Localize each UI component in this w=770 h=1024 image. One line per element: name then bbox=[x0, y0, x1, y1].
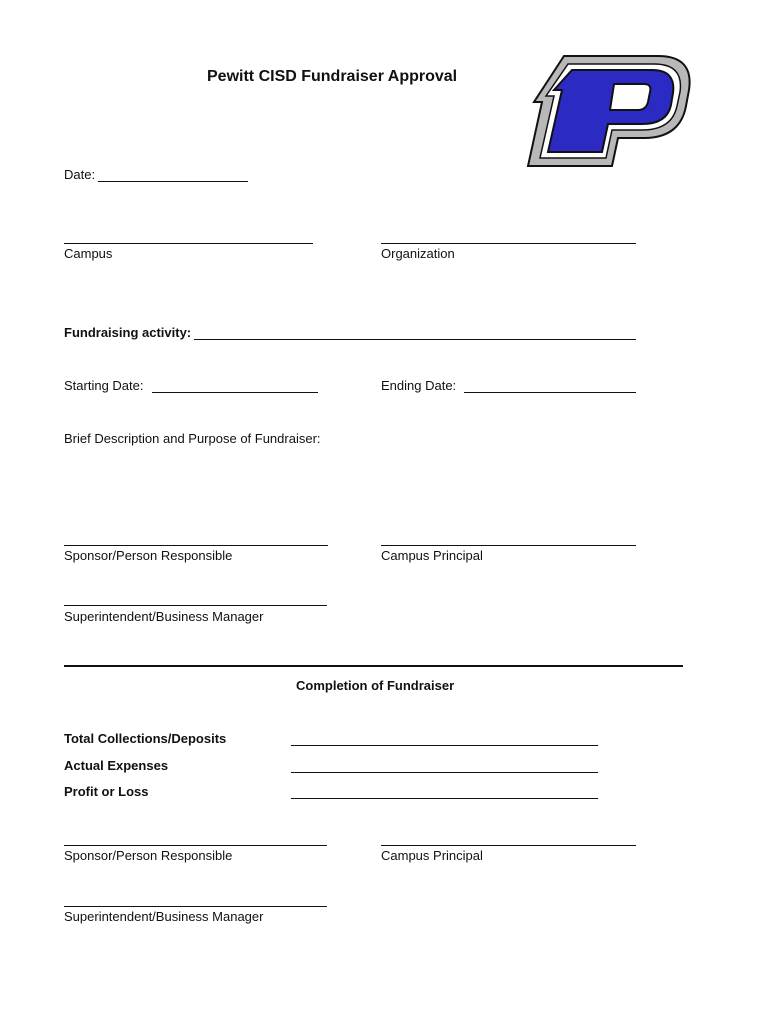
section-divider bbox=[64, 665, 683, 667]
organization-field-line[interactable] bbox=[381, 243, 636, 244]
superintendent-signature-line[interactable] bbox=[64, 605, 327, 606]
total-collections-label: Total Collections/Deposits bbox=[64, 731, 227, 746]
date-label: Date: bbox=[64, 167, 96, 182]
description-label: Brief Description and Purpose of Fundraiser: bbox=[64, 431, 321, 446]
starting-date-label: Starting Date: bbox=[64, 378, 144, 393]
superintendent-label-2: Superintendent/Business Manager bbox=[64, 909, 264, 924]
campus-field-line[interactable] bbox=[64, 243, 313, 244]
pewitt-p-logo bbox=[526, 50, 696, 170]
principal-signature-line-2[interactable] bbox=[381, 845, 636, 846]
activity-field-line[interactable] bbox=[194, 339, 636, 340]
sponsor-signature-line[interactable] bbox=[64, 545, 328, 546]
date-field-line[interactable] bbox=[98, 181, 248, 182]
completion-heading: Completion of Fundraiser bbox=[296, 678, 455, 693]
profit-loss-label: Profit or Loss bbox=[64, 784, 149, 799]
profit-loss-field-line[interactable] bbox=[291, 798, 598, 799]
sponsor-label-2: Sponsor/Person Responsible bbox=[64, 848, 233, 863]
principal-signature-line[interactable] bbox=[381, 545, 636, 546]
superintendent-label: Superintendent/Business Manager bbox=[64, 609, 264, 624]
sponsor-signature-line-2[interactable] bbox=[64, 845, 327, 846]
actual-expenses-field-line[interactable] bbox=[291, 772, 598, 773]
activity-label: Fundraising activity: bbox=[64, 325, 192, 340]
campus-label: Campus bbox=[64, 246, 113, 261]
organization-label: Organization bbox=[381, 246, 455, 261]
starting-date-field-line[interactable] bbox=[152, 392, 318, 393]
total-collections-field-line[interactable] bbox=[291, 745, 598, 746]
ending-date-label: Ending Date: bbox=[381, 378, 457, 393]
form-title: Pewitt CISD Fundraiser Approval bbox=[207, 68, 458, 85]
superintendent-signature-line-2[interactable] bbox=[64, 906, 327, 907]
principal-label-2: Campus Principal bbox=[381, 848, 483, 863]
actual-expenses-label: Actual Expenses bbox=[64, 758, 169, 773]
sponsor-label: Sponsor/Person Responsible bbox=[64, 548, 233, 563]
ending-date-field-line[interactable] bbox=[464, 392, 636, 393]
principal-label: Campus Principal bbox=[381, 548, 483, 563]
